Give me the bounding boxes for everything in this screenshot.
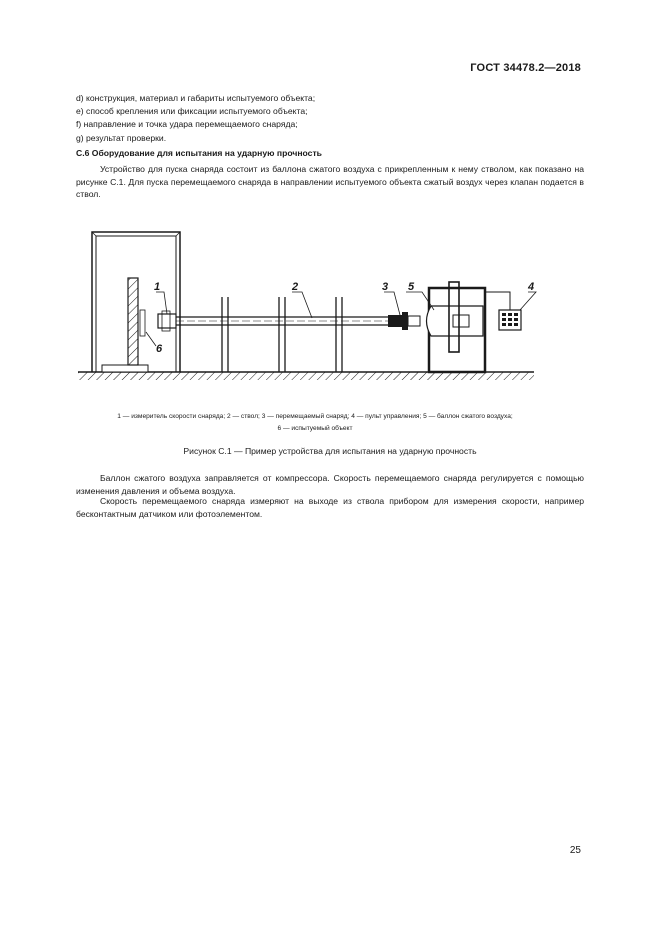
paragraph-speed-measurement: Скорость перемещаемого снаряда измеряют на выходе из ствола прибором для измерения скорости, например бесконтактным датчиком или фотоэлементом. xyxy=(76,496,584,519)
callout-4: 4 xyxy=(528,281,535,293)
callout-5: 5 xyxy=(408,281,415,293)
callout-1: 1 xyxy=(154,281,161,293)
barrel-supports xyxy=(222,297,342,372)
page-number: 25 xyxy=(569,845,581,856)
figure-legend xyxy=(46,411,584,434)
result-list xyxy=(76,92,586,145)
callout-6: 6 xyxy=(156,343,163,355)
compressed-air-cylinder xyxy=(427,306,484,336)
projectile xyxy=(388,315,402,327)
section-heading: С.6 Оборудование для испытания на ударную прочность xyxy=(76,148,322,158)
list-item: f) направление и точка удара перемещаемого снаряда; xyxy=(76,119,298,130)
test-setup-figure xyxy=(76,222,546,382)
figure-caption: Рисунок С.1 — Пример устройства для испытания на ударную прочность xyxy=(183,446,477,456)
legend-line: 1 — измеритель скорости снаряда; 2 — ствол; 3 — перемещаемый снаряд; 4 — пульт управления; 5 — баллон сжатого воздуха; xyxy=(117,413,513,420)
object-base xyxy=(102,365,148,372)
test-object xyxy=(128,278,138,365)
list-item: d) конструкция, материал и габариты испытуемого объекта; xyxy=(76,93,316,103)
list-item: g) результат проверки. xyxy=(76,132,167,143)
callout-2: 2 xyxy=(292,281,299,293)
speed-meter xyxy=(158,314,176,328)
callout-3: 3 xyxy=(382,281,389,293)
legend-line: 6 — испытуемый объект xyxy=(277,424,353,432)
list-item: e) способ крепления или фиксации испытуемого объекта; xyxy=(76,106,308,117)
paragraph-compressor: Баллон сжатого воздуха заправляется от компрессора. Скорость перемещаемого снаряда регулируется с помощью изменения давления и объема воздуха. xyxy=(76,473,584,496)
paragraph-device-description: Устройство для пуска снаряда состоит из баллона сжатого воздуха с прикрепленным к нему стволом, как показано на рисунке С.1. Для пуска перемещаемого снаряда в направлении испытуемого объекта сжатый воздух через клапан подается в ствол. xyxy=(76,164,584,200)
control-cable xyxy=(485,292,510,310)
standard-header: ГОСТ 34478.2—2018 xyxy=(470,62,581,74)
